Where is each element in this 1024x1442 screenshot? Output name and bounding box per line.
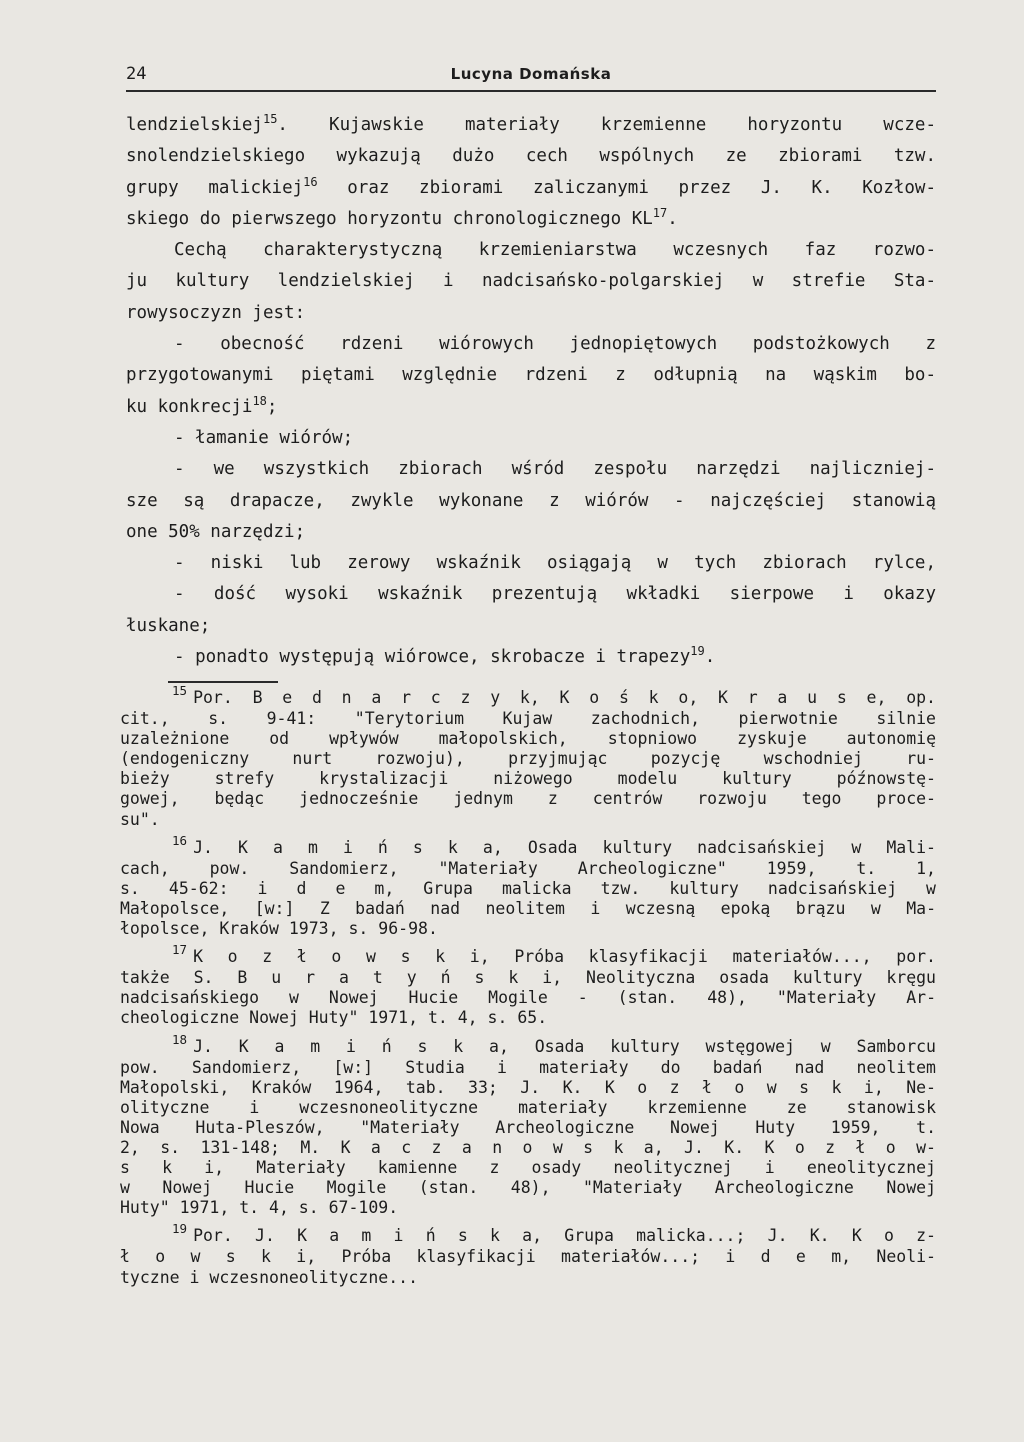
footnote-line: (endogeniczny nurt rozwoju), przyjmując pozycję wschodniej ru- <box>120 749 936 769</box>
footnote-line: $^{15}$ Por. B e d n a r c z y k, K o ś k o, K r a u s e, op. <box>172 683 936 707</box>
footnote-line: $^{16}$ J. K a m i ń s k a, Osada kultury nadcisańskiej w Mali- <box>172 832 936 857</box>
text-line: ku konkrecji$^{18}$; <box>126 393 278 417</box>
footnote-line: olityczne i wczesnoneolityczne materiały krzemienne ze stanowisk <box>120 1097 936 1117</box>
footnote-line: $^{17}$ K o z ł o w s k i, Próba klasyfikacji materiałów..., por. <box>172 942 936 967</box>
footnote-line: $^{19}$ Por. J. K a m i ń s k a, Grupa malicka...; J. K. K o z- <box>172 1221 936 1246</box>
footnote-ref: 15 <box>262 112 278 127</box>
footnote-line: Małopolski, Kraków 1964, tab. 33; J. K. K o z ł o w s k i, Ne- <box>120 1077 936 1097</box>
footnote-line: 2, s. 131-148; M. K a c z a n o w s k a, J. K. K o z ł o w- <box>120 1137 936 1157</box>
text-line: snolendzielskiego wykazują dużo cech wspólnych ze zbiorami tzw. <box>126 146 936 167</box>
footnote-ref: 19 <box>690 644 705 659</box>
footnote-line: cheologiczne Nowej Huty" 1971, t. 4, s. 65. <box>120 1008 548 1028</box>
footnote-line: tyczne i wczesnoneolityczne... <box>120 1267 419 1287</box>
text-line: łuskane; <box>126 615 211 636</box>
footnote-ref: 16 <box>303 174 318 189</box>
main-text <box>126 110 936 673</box>
list-item: - łamanie wiórów; <box>174 427 354 448</box>
footnote <box>120 1031 936 1219</box>
footnote-ref: 17 <box>652 206 668 221</box>
footnote <box>120 683 936 830</box>
text-line: rowysoczyzn jest: <box>126 302 306 323</box>
footnote-number: 18 <box>172 1031 188 1047</box>
footnote-line: $^{18}$ J. K a m i ń s k a, Osada kultury wstęgowej w Samborcu <box>172 1031 936 1056</box>
footnote-line: s k i, Materiały kamienne z osady neolitycznej i eneolitycznej <box>120 1158 936 1178</box>
text-line: przygotowanymi piętami względnie rdzeni z odłupnią na wąskim bo- <box>126 365 936 386</box>
footnotes <box>120 683 936 1288</box>
list-item: - dość wysoki wskaźnik prezentują wkładki sierpowe i okazy <box>174 584 936 605</box>
footnote-line: nadcisańskiego w Nowej Hucie Mogile - (stan. 48), "Materiały Ar- <box>120 988 936 1008</box>
footnote-ref: 18 <box>252 393 267 408</box>
footnote <box>120 942 936 1028</box>
footnote-line: Nowa Huta-Pleszów, "Materiały Archeologiczne Nowej Huty 1959, t. <box>120 1117 936 1137</box>
footnote-line: ł o w s k i, Próba klasyfikacji materiałów...; i d e m, Neoli- <box>120 1247 936 1267</box>
footnote-line: pow. Sandomierz, [w:] Studia i materiały do badań nad neolitem <box>120 1057 936 1077</box>
footnote-line: także S. B u r a t y ń s k i, Neolityczna osada kultury kręgu <box>120 968 936 988</box>
footnote-line: cit., s. 9-41: "Terytorium Kujaw zachodnich, pierwotnie silnie <box>120 709 936 729</box>
page-header <box>126 62 936 92</box>
footnote-number: 16 <box>172 832 188 848</box>
footnote-line: bieży strefy krystalizacji niżowego modelu kultury późnowstę- <box>120 769 936 789</box>
list-item: - ponadto występują wiórowce, skrobacze i trapezy$^{19}$. <box>174 644 716 668</box>
list-item: - we wszystkich zbiorach wśród zespołu narzędzi najliczniej- <box>174 459 936 480</box>
footnote-line: s. 45-62: i d e m, Grupa malicka tzw. kultury nadcisańskiej w <box>120 878 936 898</box>
page-number: 24 <box>126 64 147 84</box>
footnote <box>120 1221 936 1287</box>
text-line: grupy malickiej$^{16}$ oraz zbiorami zaliczanymi przez J. K. Kozłow- <box>126 174 936 198</box>
footnote-line: Małopolsce, [w:] Z badań nad neolitem i wczesną epoką brązu w Ma- <box>120 898 936 918</box>
list-item: - obecność rdzeni wiórowych jednopiętowych podstożkowych z <box>174 334 936 355</box>
footnote-line: cach, pow. Sandomierz, "Materiały Archeologiczne" 1959, t. 1, <box>120 858 936 878</box>
text-line: ju kultury lendzielskiej i nadcisańsko-polgarskiej w strefie Sta- <box>126 271 936 292</box>
text-line: one 50% narzędzi; <box>126 521 306 542</box>
footnote-line: su". <box>120 809 160 829</box>
footnote-line: Huty" 1971, t. 4, s. 67-109. <box>120 1198 399 1218</box>
footnote <box>120 832 936 939</box>
text-line: skiego do pierwszego horyzontu chronologicznego KL$^{17}$. <box>126 206 678 229</box>
footnote-line: w Nowej Hucie Mogile (stan. 48), "Materiały Archeologiczne Nowej <box>120 1178 936 1198</box>
text-line: Cechą charakterystyczną krzemieniarstwa wczesnych faz rozwo- <box>174 240 936 261</box>
footnote-line: gowej, będąc jednocześnie jednym z centrów rozwoju tego proce- <box>120 789 936 809</box>
footnote-line: uzależnione od wpływów małopolskich, stopniowo zyskuje autonomię <box>120 729 936 749</box>
text-line: sze są drapacze, zwykle wykonane z wiórów - najczęściej stanowią <box>126 490 936 511</box>
running-title: Lucyna Domańska <box>450 65 612 83</box>
footnote-number: 19 <box>172 1221 188 1237</box>
footnote-line: łopolsce, Kraków 1973, s. 96-98. <box>120 919 438 939</box>
footnote-number: 17 <box>172 942 188 958</box>
footnote-number: 15 <box>172 683 188 698</box>
list-item: - niski lub zerowy wskaźnik osiągają w tych zbiorach rylce, <box>174 553 936 574</box>
text-line: lendzielskiej$^{15}$. Kujawskie materiały krzemienne horyzontu wcze- <box>126 112 936 135</box>
